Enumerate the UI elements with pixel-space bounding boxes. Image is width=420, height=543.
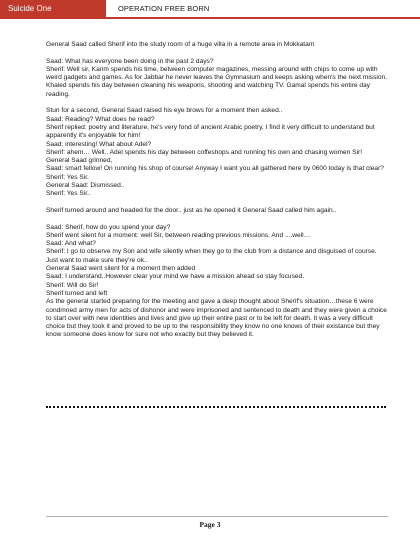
text-line: Saad: interesting! What about Adel? — [46, 140, 152, 148]
text-line: Saad: Reading? What does he read? — [46, 115, 155, 123]
section-separator — [46, 406, 386, 408]
text-line: Sherif: Will do Sir! — [46, 281, 99, 289]
text-line: General Saad called Sherif into the study room of a huge villa in a remote area in Mokkatam — [46, 41, 315, 48]
text-line: Sherif turned around and headed for the door.. just as he opened it General Saad called him again.. — [46, 206, 337, 214]
text-line: Saad: Sherif, how do you spend your day? — [46, 223, 171, 231]
header-book-title: Suicide One — [0, 0, 106, 17]
text-line: Saad: And what? — [46, 240, 96, 248]
text-line: Sherif: I go to observe my Son and wife silently when they go to the club from a distance and disguised of course. Just want to make sure they're ok.. — [46, 248, 377, 264]
text-line: Sherif: Yes Sir. — [46, 173, 89, 181]
paragraph — [46, 58, 388, 99]
text-line: Sherif: Yes Sir.. — [46, 190, 91, 198]
text-line: General Saad grinned, — [46, 157, 113, 165]
text-line: Sherif went silent for a moment: well Sir, between reading previous missions. And ....well… — [46, 231, 311, 239]
header-divider — [0, 17, 420, 19]
paragraph — [46, 41, 388, 49]
text-line: Saad: smart fellow! On running his shop of course! Anyway I want you all gathered here by 0600 today is that clear? — [46, 165, 384, 173]
text-line: Sherif turned and left — [46, 289, 108, 297]
document-body — [46, 41, 388, 348]
text-line: Sherif: ahem… Well.. Adel spends his day between coffeshops and running his own and chasing women Sir! — [46, 148, 363, 156]
text-line: Saad: What has everyone been doing in the past 2 days? — [46, 57, 214, 65]
page-number: Page 3 — [199, 520, 221, 529]
text-line: General Saad: Dismissed.. — [46, 182, 125, 190]
text-line: Stun for a second, General Saad raised his eye brows for a moment then asked.. — [46, 107, 283, 115]
text-line: General Saad went silent for a moment then added — [46, 265, 196, 273]
paragraph — [46, 224, 388, 340]
paragraph — [46, 107, 388, 198]
footer-divider — [46, 516, 388, 517]
text-line: As the general started preparing for the meeting and gave a deep thought about Sherif's situation…these 6 were condmned army men for acts of dishonor and were imprisoned and sentenced to death and they were given a choice to start over with new identities and lives and give up their entire past or to be left for death. It was a very difficult choice but they took it and proved to be up to the responsibility they know no one knows of their existance but they know someone does know for sure not who exactly but they believed it. — [46, 298, 387, 339]
text-line: Sherif replied: poetry and literature, he's very fond of ancient Arabic poetry, I find it very difficult to understand but apparently it's enjoyable for him! — [46, 123, 375, 140]
paragraph — [46, 207, 388, 215]
header-chapter-title: OPERATION FREE BORN — [118, 4, 210, 13]
page-header — [0, 0, 420, 20]
text-line: Saad: I understand..However clear your mind we have a mission ahead so stay focused. — [46, 273, 305, 281]
text-line: Sherif: Well sir, Karim spends his time, between computer magazines, messing around with chips to come up with weird gadgets and games. As for Jabbar he never leaves the Gymnasium and keeps asking when's the next mission. Khaled spends his day between cleaning his weapons, shooting and watching TV. Gamal spends his entire day reading. — [46, 65, 388, 98]
